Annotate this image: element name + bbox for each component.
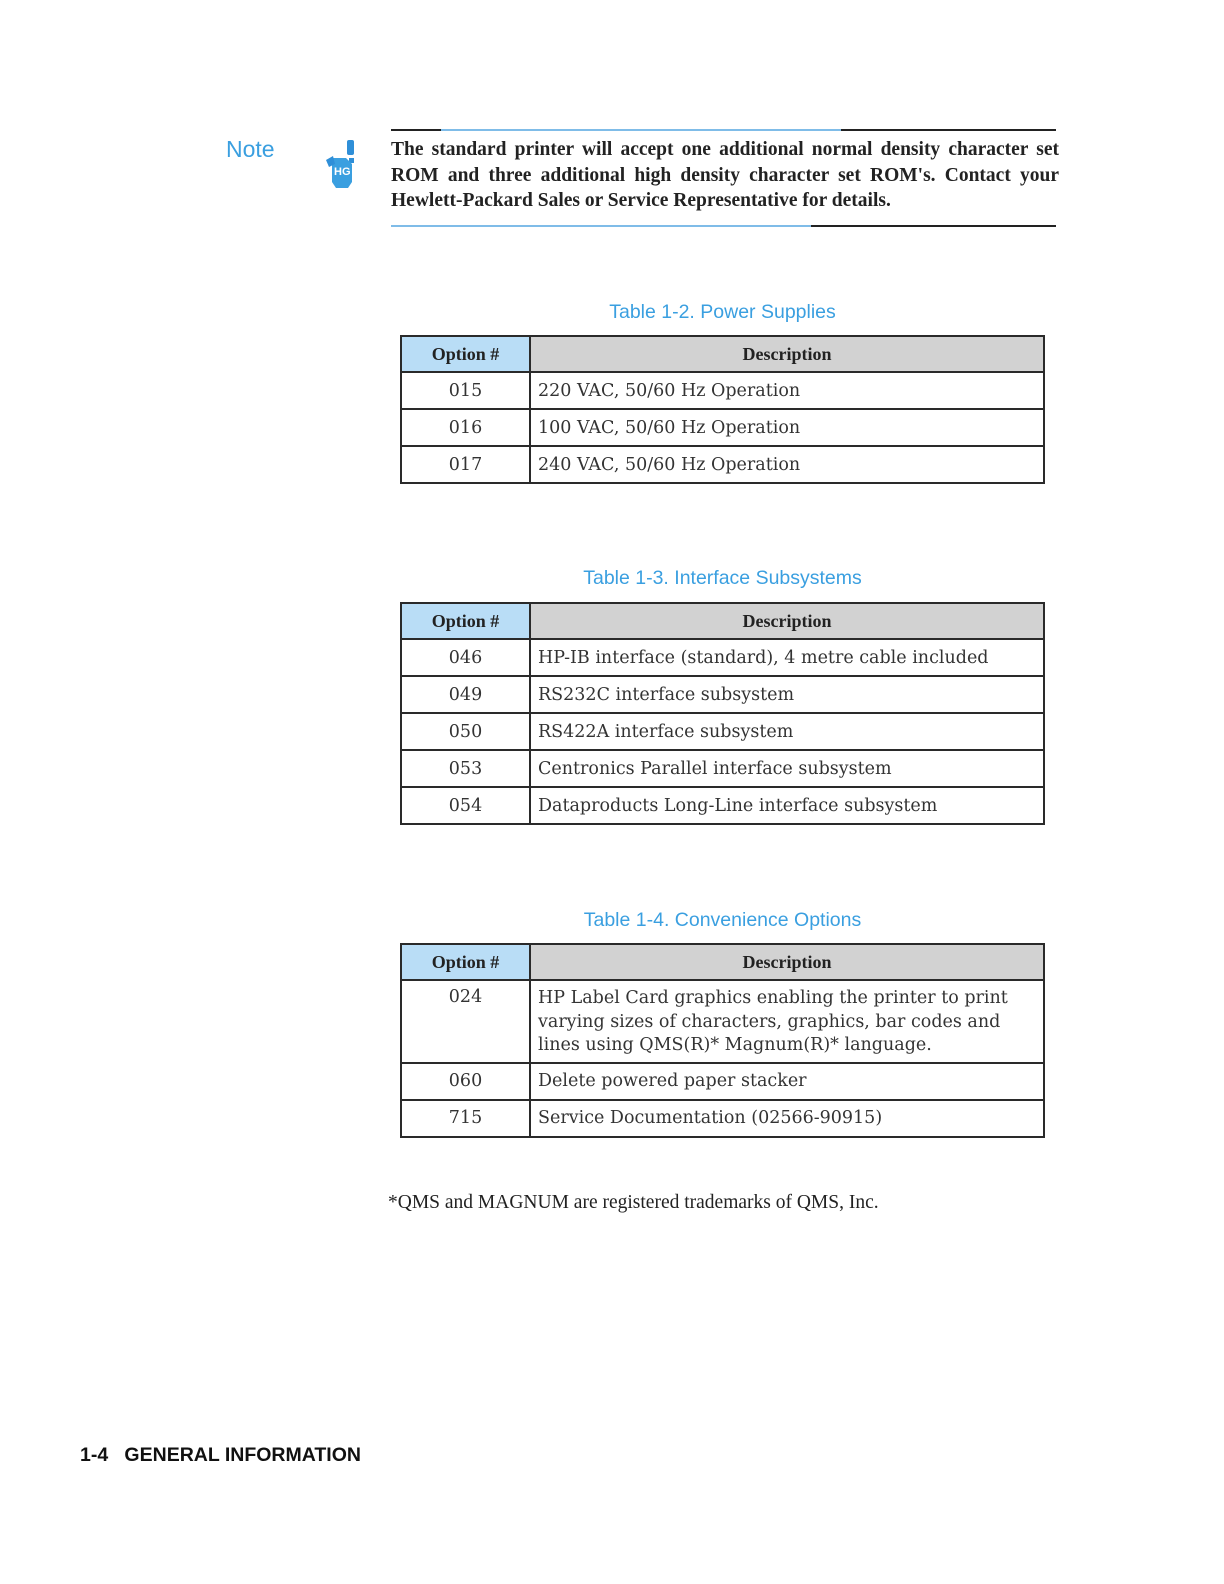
- option-number: 015: [401, 372, 530, 409]
- table-caption-interface-subsystems: Table 1-3. Interface Subsystems: [583, 567, 862, 589]
- option-number: 046: [401, 639, 530, 676]
- table-row: [401, 980, 1044, 1063]
- table-row: [401, 787, 1044, 824]
- option-description: 220 VAC, 50/60 Hz Operation: [530, 372, 1044, 409]
- option-number: 050: [401, 713, 530, 750]
- option-description: Service Documentation (02566-90915): [530, 1100, 1044, 1137]
- column-header-description: Description: [530, 944, 1044, 980]
- note-text: The standard printer will accept one additional normal density character set ROM and three additional high density character set ROM's. Contact your Hewlett-Packard Sales or Service Representative for details.: [391, 139, 1059, 211]
- option-number: 060: [401, 1063, 530, 1100]
- option-number: 024: [401, 980, 530, 1063]
- option-description: Centronics Parallel interface subsystem: [530, 750, 1044, 787]
- option-description: HP Label Card graphics enabling the printer to print varying sizes of characters, graphics, bar codes and lines using QMS(R)* Magnum(R)* language.: [530, 980, 1044, 1063]
- page-footer: 1-4 GENERAL INFORMATION: [80, 1444, 361, 1466]
- table-row: [401, 409, 1044, 446]
- table-row: [401, 676, 1044, 713]
- option-description: RS422A interface subsystem: [530, 713, 1044, 750]
- table-caption-power-supplies: Table 1-2. Power Supplies: [609, 301, 836, 323]
- option-number: 053: [401, 750, 530, 787]
- column-header-description: Description: [530, 603, 1044, 639]
- option-number: 016: [401, 409, 530, 446]
- option-description: 100 VAC, 50/60 Hz Operation: [530, 409, 1044, 446]
- option-description: Delete powered paper stacker: [530, 1063, 1044, 1100]
- column-header-option: Option #: [401, 336, 530, 372]
- column-header-option: Option #: [401, 603, 530, 639]
- table-row: [401, 750, 1044, 787]
- column-header-option: Option #: [401, 944, 530, 980]
- note-bottom-rule: [391, 225, 1056, 227]
- table-interface-subsystems: [400, 602, 1045, 825]
- option-number: 049: [401, 676, 530, 713]
- table-row: [401, 1063, 1044, 1100]
- note-label: Note: [226, 136, 275, 162]
- table-caption-convenience-options: Table 1-4. Convenience Options: [583, 909, 862, 931]
- column-header-description: Description: [530, 336, 1044, 372]
- table-row: [401, 713, 1044, 750]
- option-number: 715: [401, 1100, 530, 1137]
- table-row: [401, 446, 1044, 483]
- option-description: Dataproducts Long-Line interface subsystem: [530, 787, 1044, 824]
- table-row: [401, 639, 1044, 676]
- option-description: 240 VAC, 50/60 Hz Operation: [530, 446, 1044, 483]
- pointing-hand-icon: [326, 138, 358, 190]
- option-number: 017: [401, 446, 530, 483]
- option-description: HP-IB interface (standard), 4 metre cable included: [530, 639, 1044, 676]
- svg-text:HG: HG: [334, 166, 351, 178]
- table-convenience-options: [400, 943, 1045, 1138]
- table-row: [401, 1100, 1044, 1137]
- note-top-rule: [391, 129, 1056, 131]
- trademark-footnote: *QMS and MAGNUM are registered trademarks of QMS, Inc.: [388, 1192, 879, 1213]
- option-description: RS232C interface subsystem: [530, 676, 1044, 713]
- table-row: [401, 372, 1044, 409]
- table-power-supplies: [400, 335, 1045, 484]
- option-number: 054: [401, 787, 530, 824]
